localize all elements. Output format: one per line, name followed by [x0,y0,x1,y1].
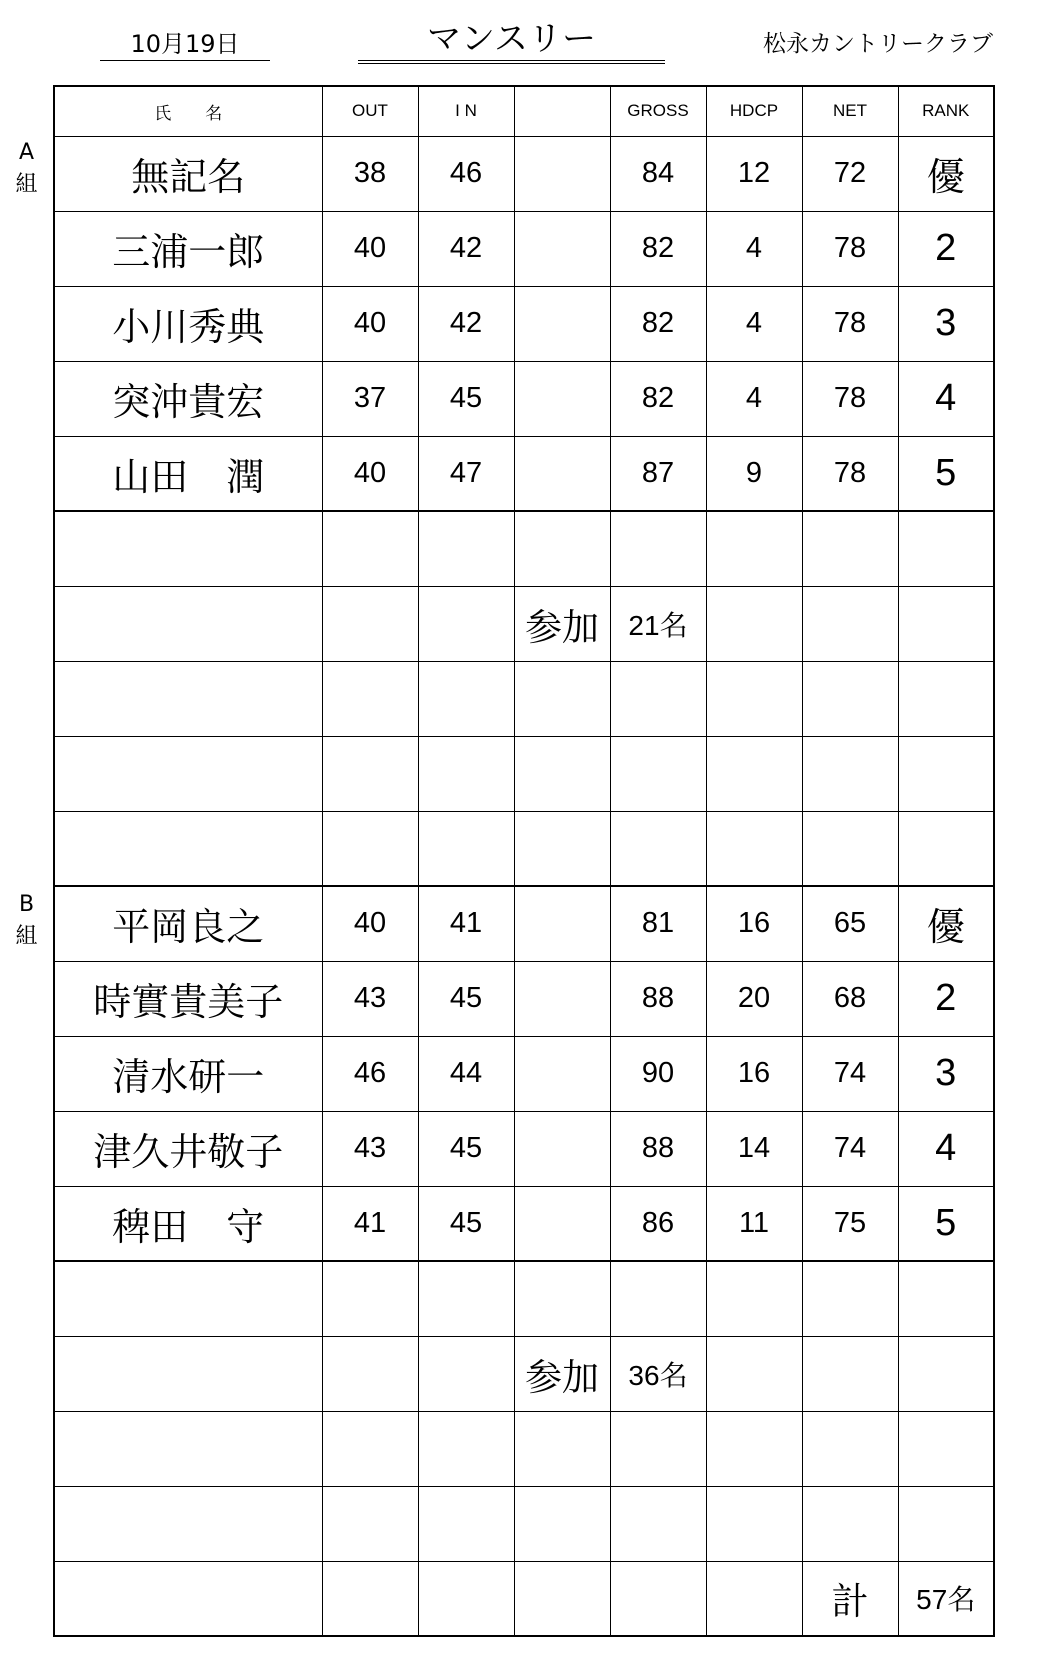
empty-cell [802,1261,898,1336]
net-score: 74 [802,1111,898,1186]
player-row [54,211,994,286]
blank-cell [514,1186,610,1261]
empty-cell [706,811,802,886]
in-score: 44 [418,1036,514,1111]
empty-cell [610,736,706,811]
empty-cell [418,811,514,886]
net-score: 72 [802,136,898,211]
blank-cell [514,961,610,1036]
net-score: 78 [802,361,898,436]
out-score: 46 [322,1036,418,1111]
participants-count: 36名 [610,1336,706,1411]
empty-cell [514,1486,610,1561]
rank: 優 [898,136,994,211]
player-name: 小川秀典 [54,286,322,361]
empty-cell [898,1261,994,1336]
empty-cell [706,661,802,736]
blank-cell [514,1036,610,1111]
handicap: 11 [706,1186,802,1261]
net-score: 68 [802,961,898,1036]
player-name: 清水研一 [54,1036,322,1111]
player-name: 突沖貴宏 [54,361,322,436]
player-name: 平岡良之 [54,886,322,961]
empty-cell [610,1261,706,1336]
blank-row [54,511,994,586]
net-score: 75 [802,1186,898,1261]
empty-cell [514,661,610,736]
empty-cell [802,811,898,886]
participants-row [54,586,994,661]
rank: 優 [898,886,994,961]
empty-cell [322,811,418,886]
in-score: 42 [418,211,514,286]
column-header-hdcp: HDCP [706,86,802,136]
handicap: 12 [706,136,802,211]
in-score: 41 [418,886,514,961]
empty-cell [54,511,322,586]
out-score: 41 [322,1186,418,1261]
player-name: 無記名 [54,136,322,211]
in-score: 42 [418,286,514,361]
player-row [54,436,994,511]
handicap: 14 [706,1111,802,1186]
empty-cell [706,1561,802,1636]
empty-cell [54,1561,322,1636]
net-score: 78 [802,286,898,361]
empty-cell [802,586,898,661]
empty-cell [610,1486,706,1561]
out-score: 40 [322,886,418,961]
in-score: 45 [418,361,514,436]
player-name: 山田 潤 [54,436,322,511]
empty-cell [322,1486,418,1561]
rank: 2 [898,961,994,1036]
empty-cell [610,1411,706,1486]
out-score: 40 [322,211,418,286]
net-score: 74 [802,1036,898,1111]
blank-row [54,811,994,886]
handicap: 20 [706,961,802,1036]
rank: 5 [898,1186,994,1261]
empty-cell [898,661,994,736]
handicap: 16 [706,886,802,961]
participants-label: 参加 [514,586,610,661]
empty-cell [418,1411,514,1486]
empty-cell [54,1411,322,1486]
net-score: 78 [802,436,898,511]
participants-row [54,1336,994,1411]
empty-cell [898,1411,994,1486]
player-name: 津久井敬子 [54,1111,322,1186]
blank-cell [514,436,610,511]
empty-cell [706,1486,802,1561]
rank: 4 [898,1111,994,1186]
rank: 2 [898,211,994,286]
rank: 3 [898,1036,994,1111]
blank-row [54,1486,994,1561]
in-score: 47 [418,436,514,511]
participants-count: 21名 [610,586,706,661]
empty-cell [898,1336,994,1411]
net-score: 78 [802,211,898,286]
empty-cell [54,1486,322,1561]
blank-cell [514,286,610,361]
results-table [53,85,995,1637]
handicap: 9 [706,436,802,511]
rank: 4 [898,361,994,436]
player-row [54,286,994,361]
group-letter: A [18,140,35,165]
gross-score: 81 [610,886,706,961]
empty-cell [322,511,418,586]
player-name: 三浦一郎 [54,211,322,286]
gross-score: 88 [610,961,706,1036]
empty-cell [418,661,514,736]
in-score: 45 [418,1111,514,1186]
table-header [54,86,994,136]
empty-cell [322,1561,418,1636]
total-row [54,1561,994,1636]
empty-cell [54,811,322,886]
total-count: 57名 [898,1561,994,1636]
empty-cell [54,736,322,811]
group-kanji: 組 [15,924,38,949]
competition-title: マンスリー [358,18,665,64]
empty-cell [610,511,706,586]
gross-score: 86 [610,1186,706,1261]
event-date: 10月19日 [100,30,270,61]
rank: 5 [898,436,994,511]
empty-cell [802,1486,898,1561]
gross-score: 87 [610,436,706,511]
empty-cell [802,661,898,736]
column-header-blank [514,86,610,136]
out-score: 40 [322,436,418,511]
player-row [54,1111,994,1186]
empty-cell [514,1411,610,1486]
empty-cell [322,586,418,661]
handicap: 4 [706,361,802,436]
empty-cell [322,661,418,736]
club-name: 松永カントリークラブ [763,31,993,57]
blank-row [54,1411,994,1486]
column-header-net: NET [802,86,898,136]
handicap: 16 [706,1036,802,1111]
empty-cell [418,1261,514,1336]
in-score: 45 [418,1186,514,1261]
group-b-label [14,889,39,953]
empty-cell [54,661,322,736]
gross-score: 82 [610,286,706,361]
group-kanji: 組 [15,172,38,197]
empty-cell [418,511,514,586]
empty-cell [514,511,610,586]
gross-score: 88 [610,1111,706,1186]
player-row [54,361,994,436]
out-score: 37 [322,361,418,436]
gross-score: 90 [610,1036,706,1111]
group-a-label [14,137,39,201]
gross-score: 84 [610,136,706,211]
empty-cell [514,736,610,811]
player-name: 時實貴美子 [54,961,322,1036]
empty-cell [322,1411,418,1486]
blank-row [54,736,994,811]
empty-cell [610,661,706,736]
handicap: 4 [706,286,802,361]
out-score: 40 [322,286,418,361]
empty-cell [802,736,898,811]
empty-cell [54,586,322,661]
in-score: 46 [418,136,514,211]
rank: 3 [898,286,994,361]
blank-cell [514,886,610,961]
empty-cell [898,1486,994,1561]
empty-cell [54,1261,322,1336]
in-score: 45 [418,961,514,1036]
empty-cell [418,586,514,661]
empty-cell [418,736,514,811]
empty-cell [898,736,994,811]
empty-cell [706,1336,802,1411]
empty-cell [418,1336,514,1411]
group-letter: B [18,892,35,917]
player-row [54,886,994,961]
out-score: 38 [322,136,418,211]
empty-cell [898,511,994,586]
empty-cell [514,811,610,886]
empty-cell [610,1561,706,1636]
empty-cell [418,1561,514,1636]
player-row [54,1186,994,1261]
out-score: 43 [322,961,418,1036]
column-header-rank: RANK [898,86,994,136]
column-header-out: OUT [322,86,418,136]
player-row [54,1036,994,1111]
empty-cell [706,511,802,586]
empty-cell [322,736,418,811]
player-row [54,136,994,211]
blank-cell [514,1111,610,1186]
empty-cell [706,1411,802,1486]
empty-cell [706,736,802,811]
header-row [54,86,994,136]
empty-cell [514,1561,610,1636]
handicap: 4 [706,211,802,286]
empty-cell [802,1336,898,1411]
blank-row [54,661,994,736]
empty-cell [322,1336,418,1411]
empty-cell [610,811,706,886]
empty-cell [706,1261,802,1336]
blank-cell [514,136,610,211]
gross-score: 82 [610,211,706,286]
total-label: 計 [802,1561,898,1636]
out-score: 43 [322,1111,418,1186]
column-header-gross: GROSS [610,86,706,136]
empty-cell [322,1261,418,1336]
empty-cell [898,586,994,661]
net-score: 65 [802,886,898,961]
column-header-name: 氏 名 [54,86,322,136]
empty-cell [418,1486,514,1561]
empty-cell [802,511,898,586]
empty-cell [706,586,802,661]
player-name: 稗田 守 [54,1186,322,1261]
blank-row [54,1261,994,1336]
player-row [54,961,994,1036]
column-header-in: I N [418,86,514,136]
empty-cell [514,1261,610,1336]
empty-cell [898,811,994,886]
blank-cell [514,211,610,286]
gross-score: 82 [610,361,706,436]
empty-cell [802,1411,898,1486]
table-body [54,136,994,1636]
participants-label: 参加 [514,1336,610,1411]
blank-cell [514,361,610,436]
empty-cell [54,1336,322,1411]
